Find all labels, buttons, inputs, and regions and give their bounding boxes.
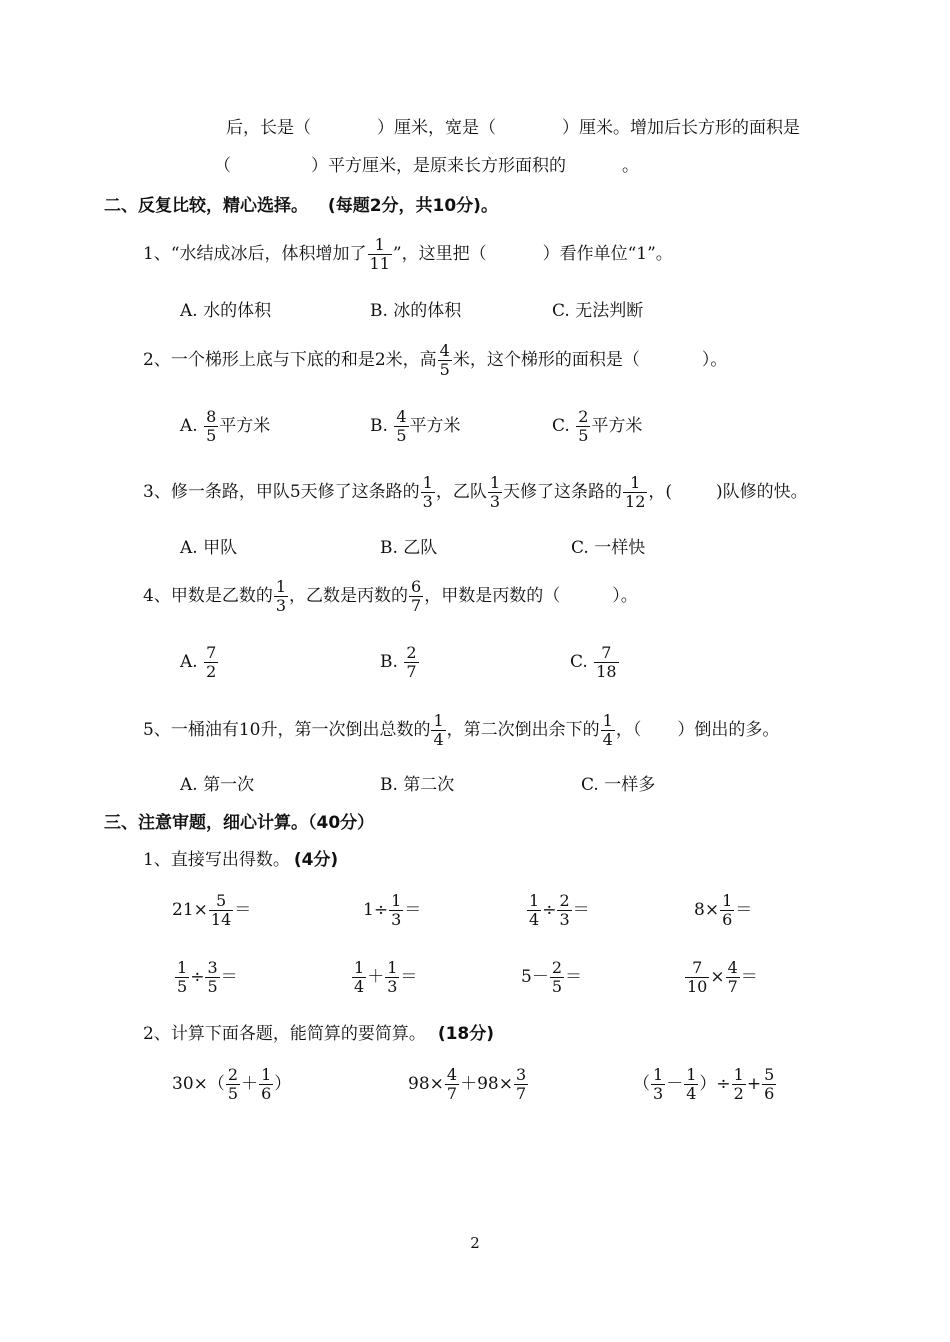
text: ）倒出的多。: [677, 720, 780, 740]
numerator: 1: [602, 711, 613, 730]
text: 米，这个梯形的面积是（: [452, 350, 640, 370]
denominator: 4: [354, 977, 365, 996]
denominator: 4: [686, 1084, 697, 1103]
denominator: 14: [210, 910, 232, 929]
fraction: [527, 892, 541, 929]
q4-option-a: [180, 644, 219, 681]
fraction: [431, 712, 445, 749]
text: ）平方厘米，是原来长方形面积的: [311, 156, 566, 176]
page-number: 2: [470, 1234, 480, 1252]
expr-r2-4: [684, 959, 758, 996]
calc-3: [633, 1066, 777, 1103]
q5-text: [143, 712, 779, 749]
expr-r2-2: [351, 959, 417, 996]
text: 2、一个梯形上底与下底的和是2米，高: [143, 350, 437, 370]
numerator: 1: [261, 1065, 272, 1084]
sub2-title: [143, 1022, 494, 1046]
fraction: [762, 1066, 776, 1103]
numerator: 6: [411, 577, 422, 596]
text: ÷: [190, 967, 205, 987]
score: (4分): [293, 850, 339, 870]
denominator: 5: [396, 426, 407, 445]
q5-option-b: B. 第二次: [380, 775, 455, 795]
text: ，(: [648, 482, 673, 502]
numerator: 7: [601, 643, 612, 662]
numerator: 1: [354, 958, 365, 977]
text: 天修了这条路的: [503, 482, 623, 502]
text: ＋98×: [460, 1074, 513, 1094]
numerator: 2: [578, 407, 589, 426]
text: ，甲数是丙数的（: [424, 586, 561, 606]
numerator: 1: [529, 891, 540, 910]
denominator: 3: [275, 596, 287, 615]
denominator: 3: [422, 492, 433, 511]
numerator: 1: [733, 1065, 744, 1084]
heading-text: 二、反复比较，精心选择。: [104, 196, 308, 216]
fraction: [623, 474, 647, 511]
fraction: [514, 1066, 528, 1103]
numerator: 1: [630, 473, 641, 492]
q2-option-c: [552, 408, 642, 445]
q3-option-b: B. 乙队: [380, 538, 438, 558]
numerator: 5: [764, 1065, 775, 1084]
fraction: [732, 1066, 746, 1103]
text: ＋: [367, 967, 385, 987]
denominator: 5: [439, 360, 450, 379]
text: 。: [622, 156, 639, 176]
top-line-2: [214, 154, 639, 178]
denominator: 5: [207, 977, 218, 996]
denominator: 11: [369, 254, 390, 273]
text: ）。: [612, 586, 638, 606]
text: ＝: [234, 900, 252, 920]
numerator: 1: [391, 891, 402, 910]
denominator: 5: [578, 426, 589, 445]
text: 21×: [172, 900, 208, 920]
text: )队修的快。: [716, 482, 808, 502]
text: 后，长是（: [226, 118, 311, 138]
numerator: 4: [446, 1065, 458, 1084]
numerator: 2: [559, 891, 570, 910]
expr-r1-2: [363, 892, 421, 929]
denominator: 3: [489, 492, 501, 511]
fraction: [394, 408, 408, 445]
numerator: 1: [275, 577, 287, 596]
fraction: [385, 959, 399, 996]
text: ×: [710, 967, 725, 987]
denominator: 4: [433, 730, 444, 749]
denominator: 4: [529, 910, 540, 929]
fraction: [209, 892, 233, 929]
denominator: 5: [227, 1084, 239, 1103]
text: 3、修一条路，甲队5天修了这条路的: [143, 482, 420, 502]
denominator: 3: [559, 910, 570, 929]
q1-option-c: C. 无法判断: [552, 301, 644, 321]
denominator: 4: [602, 730, 613, 749]
text: ）。: [701, 350, 728, 370]
numerator: 5: [215, 891, 227, 910]
numerator: 2: [227, 1065, 239, 1084]
expr-r2-3: [521, 959, 582, 996]
expr-r1-4: [694, 892, 752, 929]
fraction: [259, 1066, 273, 1103]
text: 1、直接写出得数。: [143, 850, 290, 870]
text: 1÷: [363, 900, 389, 920]
denominator: 2: [733, 1084, 744, 1103]
fraction: [226, 1066, 240, 1103]
fraction: [488, 474, 502, 511]
text: ）厘米。增加后长方形的面积是: [562, 118, 800, 138]
denominator: 7: [406, 662, 417, 681]
q1-text: [143, 236, 673, 273]
denominator: 12: [625, 492, 646, 511]
denominator: 10: [687, 977, 708, 996]
fraction: [651, 1066, 665, 1103]
fraction: [550, 959, 564, 996]
text: ÷: [542, 900, 557, 920]
q2-text: [143, 342, 727, 379]
denominator: 7: [411, 596, 422, 615]
text: ＝: [220, 967, 238, 987]
denominator: 3: [653, 1084, 664, 1103]
text: ＋: [241, 1074, 259, 1094]
text: ”，这里把（: [392, 244, 487, 264]
fraction: [352, 959, 366, 996]
fraction: [685, 959, 709, 996]
calc-1: [172, 1066, 291, 1103]
q1-option-a: A. 水的体积: [180, 301, 272, 321]
fraction: [205, 959, 219, 996]
denominator: 6: [764, 1084, 775, 1103]
fraction: [594, 644, 618, 681]
score: (18分): [437, 1024, 495, 1044]
text: 5、一桶油有10升，第一次倒出总数的: [143, 720, 431, 740]
numerator: 1: [686, 1065, 697, 1084]
fraction: [601, 712, 615, 749]
fraction: [274, 578, 288, 615]
option-label: A.: [180, 652, 198, 672]
denominator: 6: [261, 1084, 272, 1103]
text: ）: [274, 1074, 292, 1094]
denominator: 5: [551, 977, 563, 996]
numerator: 1: [489, 473, 501, 492]
q3-option-c: C. 一样快: [571, 538, 646, 558]
fraction: [421, 474, 435, 511]
fraction: [726, 959, 740, 996]
text: 1、“水结成冰后，体积增加了: [143, 244, 367, 264]
text: ＝: [572, 900, 590, 920]
numerator: 7: [206, 643, 217, 662]
fraction: [438, 342, 452, 379]
fraction: [445, 1066, 459, 1103]
q2-option-a: [180, 408, 270, 445]
numerator: 1: [433, 711, 444, 730]
unit: 平方米: [409, 416, 461, 436]
q4-text: [143, 578, 638, 615]
fraction: [175, 959, 189, 996]
text: ，乙数是丙数的: [289, 586, 409, 606]
q3-text: [143, 474, 808, 511]
numerator: 4: [396, 407, 407, 426]
section2-heading: [104, 194, 498, 218]
fraction: [576, 408, 590, 445]
numerator: 1: [177, 958, 188, 977]
text: 2、计算下面各题，能简算的要简算。: [143, 1024, 426, 1044]
text: ，第二次倒出余下的: [446, 720, 600, 740]
expr-r1-1: [172, 892, 251, 929]
text: ）厘米，宽是（: [377, 118, 496, 138]
denominator: 18: [596, 662, 617, 681]
text: +: [746, 1074, 762, 1094]
top-line-1: [226, 116, 800, 140]
q3-option-a: A. 甲队: [180, 538, 238, 558]
denominator: 7: [727, 977, 738, 996]
text: 8×: [694, 900, 720, 920]
option-label: C.: [570, 652, 588, 672]
sub1-title: [143, 848, 338, 872]
fraction: [557, 892, 571, 929]
denominator: 2: [206, 662, 217, 681]
text: ＝: [404, 900, 422, 920]
denominator: 3: [391, 910, 402, 929]
option-label: A.: [180, 416, 198, 436]
q5-option-a: A. 第一次: [180, 775, 255, 795]
numerator: 1: [387, 958, 398, 977]
unit: 平方米: [219, 416, 271, 436]
text: ＝: [740, 967, 758, 987]
numerator: 7: [692, 958, 703, 977]
text: ＝: [565, 967, 583, 987]
heading-score: (每题2分，共10分): [327, 196, 481, 216]
text: ＝: [400, 967, 418, 987]
fraction: [720, 892, 734, 929]
denominator: 7: [446, 1084, 458, 1103]
q4-option-b: [380, 644, 420, 681]
text: ）看作单位“1”。: [542, 244, 673, 264]
fraction: [389, 892, 403, 929]
numerator: 1: [722, 891, 733, 910]
text: 98×: [408, 1074, 444, 1094]
text: 30×（: [172, 1074, 225, 1094]
text: －: [666, 1074, 684, 1094]
section3-heading: 三、注意审题，细心计算。（40分）: [104, 813, 375, 833]
text: 5－: [521, 967, 549, 987]
text: ＝: [735, 900, 753, 920]
text: （: [214, 156, 231, 176]
denominator: 7: [515, 1084, 527, 1103]
calc-2: [408, 1066, 529, 1103]
numerator: 1: [422, 473, 433, 492]
text: （: [633, 1074, 650, 1094]
fraction: [684, 1066, 698, 1103]
numerator: 4: [727, 958, 738, 977]
q2-option-b: [370, 408, 461, 445]
text: 。: [480, 196, 498, 216]
expr-r2-1: [174, 959, 238, 996]
q5-option-c: C. 一样多: [581, 775, 656, 795]
text: 4、甲数是乙数的: [143, 586, 273, 606]
fraction: [409, 578, 423, 615]
fraction: [204, 644, 218, 681]
option-label: B.: [380, 652, 398, 672]
denominator: 5: [177, 977, 188, 996]
numerator: 2: [406, 643, 417, 662]
numerator: 1: [653, 1065, 664, 1084]
denominator: 5: [206, 426, 217, 445]
numerator: 2: [551, 958, 563, 977]
q4-option-c: [570, 644, 620, 681]
fraction: [404, 644, 418, 681]
numerator: 3: [207, 958, 218, 977]
text: ，乙队: [435, 482, 487, 502]
denominator: 6: [722, 910, 733, 929]
numerator: 8: [206, 407, 217, 426]
numerator: 1: [374, 235, 385, 254]
numerator: 4: [439, 341, 450, 360]
text: ）÷: [699, 1074, 731, 1094]
text: ，（: [615, 720, 642, 740]
numerator: 3: [515, 1065, 527, 1084]
fraction: [368, 236, 392, 273]
denominator: 3: [387, 977, 398, 996]
option-label: B.: [370, 416, 388, 436]
q1-option-b: B. 冰的体积: [370, 301, 462, 321]
unit: 平方米: [591, 416, 643, 436]
option-label: C.: [552, 416, 570, 436]
fraction: [204, 408, 218, 445]
expr-r1-3: [526, 892, 590, 929]
